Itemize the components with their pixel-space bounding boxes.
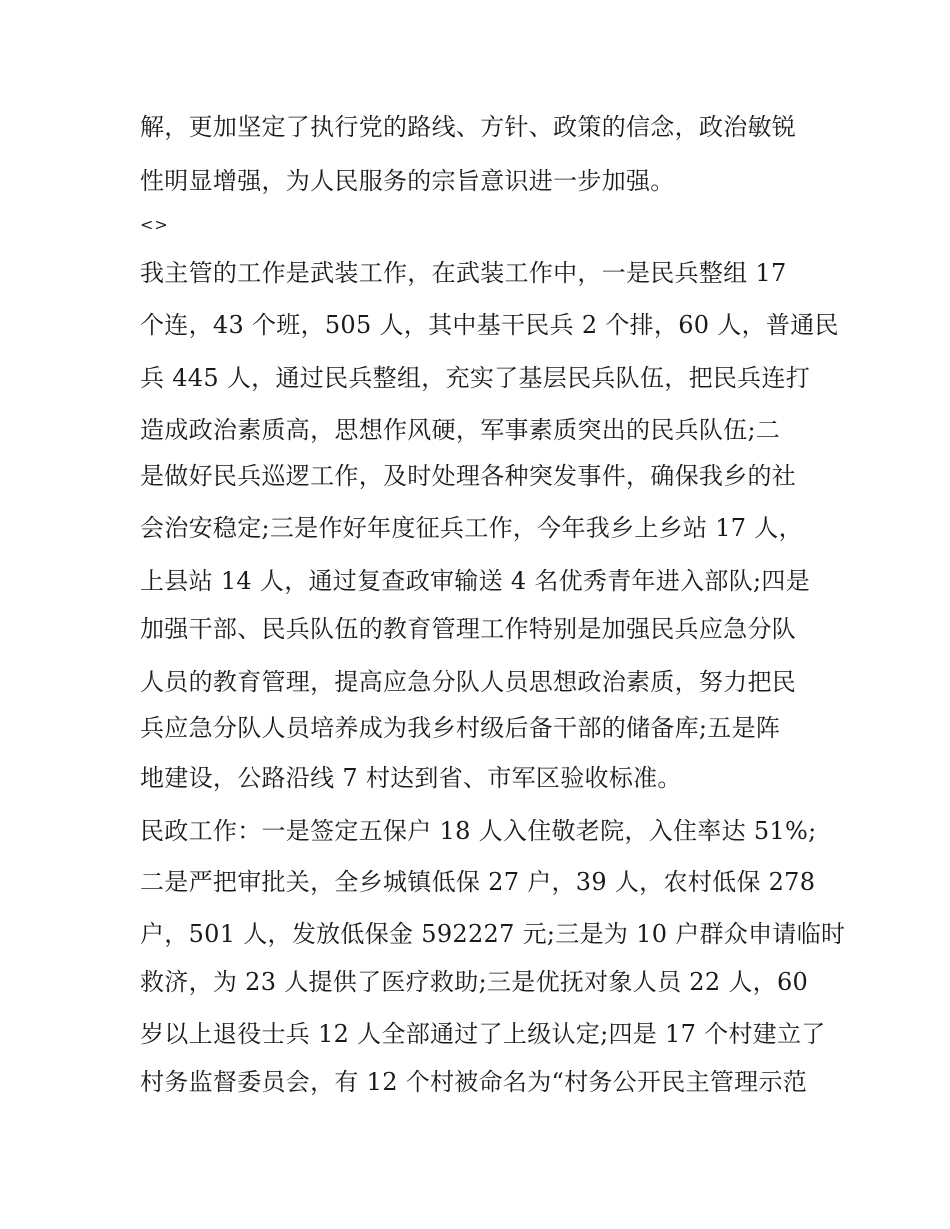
text-line: 村务监督委员会，有 12 个村被命名为“村务公开民主管理示范 — [140, 1068, 808, 1096]
text-line: 救济，为 23 人提供了医疗救助;三是优抚对象人员 22 人，60 — [140, 968, 809, 996]
text-line: 兵 445 人，通过民兵整组，充实了基层民兵队伍，把民兵连打 — [140, 364, 811, 392]
text-line: 是做好民兵巡逻工作，及时处理各种突发事件，确保我乡的社 — [140, 462, 797, 490]
text-line: 户，501 人，发放低保金 592227 元;三是为 10 户群众申请临时 — [140, 920, 846, 948]
text-line: 会治安稳定;三是作好年度征兵工作，今年我乡上乡站 17 人， — [140, 514, 803, 542]
text-line: 造成政治素质高，思想作风硬，军事素质突出的民兵队伍;二 — [140, 416, 781, 444]
text-line: 个连，43 个班，505 人，其中基干民兵 2 个排，60 人，普通民 — [140, 311, 839, 339]
text-line: 上县站 14 人，通过复查政审输送 4 名优秀青年进入部队;四是 — [140, 567, 811, 595]
text-line: 民政工作：一是签定五保户 18 人入住敬老院，入住率达 51%; — [140, 817, 817, 845]
text-line: 人员的教育管理，提高应急分队人员思想政治素质，努力把民 — [140, 668, 797, 696]
text-line: 二是严把审批关，全乡城镇低保 27 户，39 人，农村低保 278 — [140, 868, 816, 896]
text-line: 兵应急分队人员培养成为我乡村级后备干部的储备库;五是阵 — [140, 714, 781, 742]
text-line: 加强干部、民兵队伍的教育管理工作特别是加强民兵应急分队 — [140, 615, 797, 643]
text-line: 解，更加坚定了执行党的路线、方针、政策的信念，政治敏锐 — [140, 113, 797, 141]
text-line: 地建设，公路沿线 7 村达到省、市军区验收标准。 — [140, 764, 682, 792]
text-line-marker: <> — [140, 215, 169, 234]
text-line: 岁以上退役士兵 12 人全部通过了上级认定;四是 17 个村建立了 — [140, 1020, 826, 1048]
text-line: 性明显增强，为人民服务的宗旨意识进一步加强。 — [140, 167, 675, 195]
text-line: 我主管的工作是武装工作，在武装工作中，一是民兵整组 17 — [140, 259, 787, 287]
